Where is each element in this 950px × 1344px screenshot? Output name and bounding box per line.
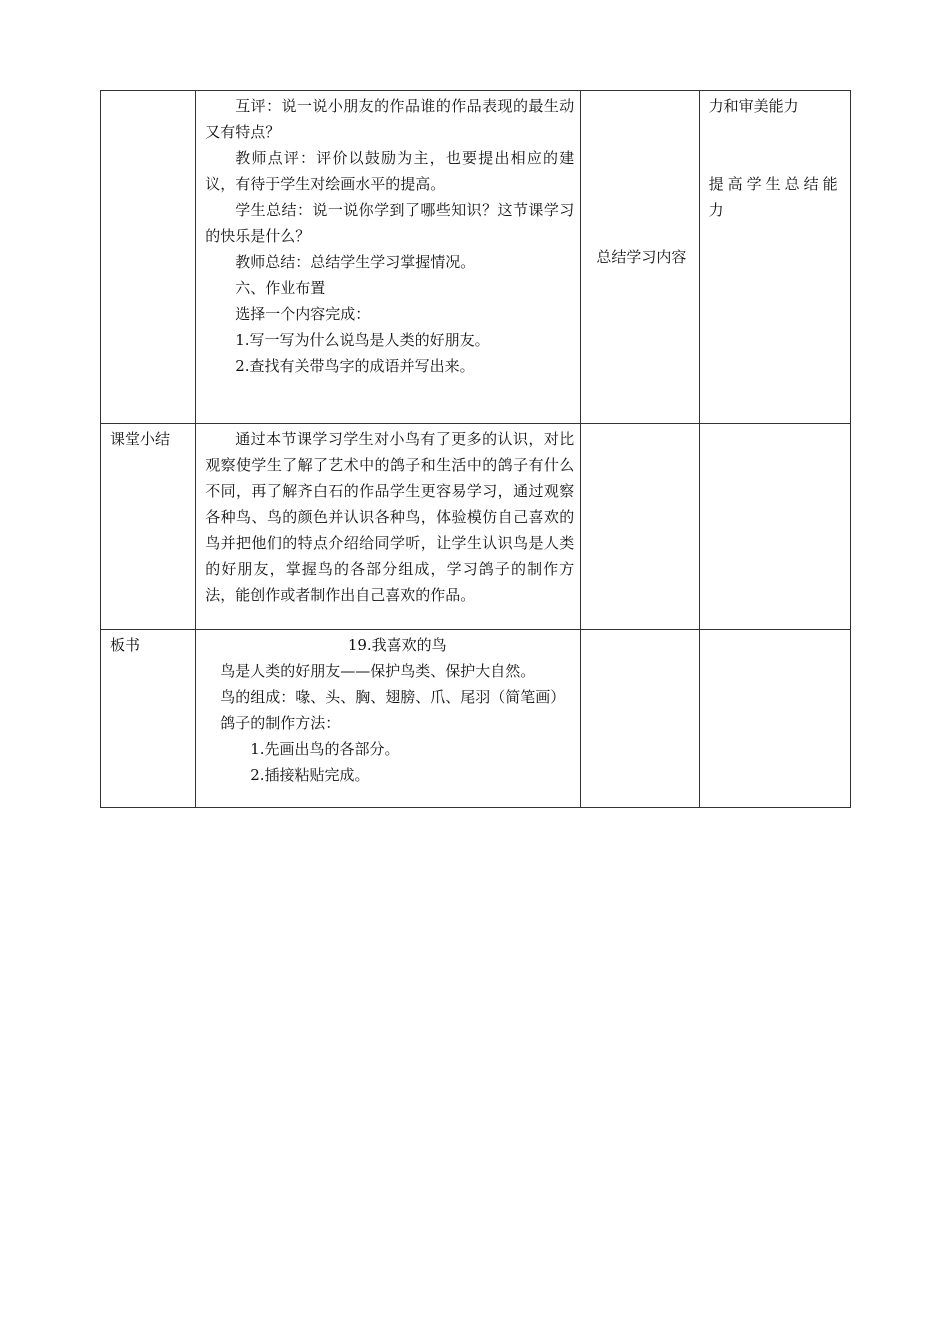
class-summary-text: 通过本节课学习学生对小鸟有了更多的认识，对比观察使学生了解了艺术中的鸽子和生活中的鸽子有什么不同，再了解齐白石的作品学生更容易学习，通过观察各种鸟、鸟的颜色并认识各种鸟，体验模仿自己喜欢的鸟并把他们的特点介绍给同学听，让学生认识鸟是人类的好朋友，掌握鸟的各部分组成，学习鸽子的制作方法，能创作或者制作出自己喜欢的作品。	[205, 430, 575, 604]
design-intent-cell	[699, 91, 850, 424]
student-activity-cell	[581, 91, 699, 424]
board-line-friends: 鸟是人类的好朋友——保护鸟类、保护大自然。	[220, 662, 536, 680]
board-step-2: 2.插接粘贴完成。	[250, 766, 370, 784]
design-intent-text-2: 提高学生总结能力	[708, 175, 842, 219]
homework-option-2: 2.查找有关带鸟字的成语并写出来。	[235, 357, 475, 375]
board-line-parts: 鸟的组成：喙、头、胸、翅膀、爪、尾羽（简笔画）	[220, 688, 566, 706]
homework-option-1: 1.写一写为什么说鸟是人类的好朋友。	[235, 331, 490, 349]
board-writing-cell	[196, 630, 581, 808]
board-step-1: 1.先画出鸟的各部分。	[250, 740, 400, 758]
empty-cell	[581, 424, 699, 630]
homework-heading: 六、作业布置	[235, 279, 326, 297]
label-cell-empty	[101, 91, 196, 424]
empty-cell	[581, 630, 699, 808]
teaching-process-cell	[196, 91, 581, 424]
board-title: 19.我喜欢的鸟	[347, 636, 447, 654]
class-summary-cell	[196, 424, 581, 630]
empty-cell	[699, 424, 850, 630]
student-summary-text: 学生总结：说一说你学到了哪些知识？这节课学习的快乐是什么？	[205, 201, 575, 245]
teacher-review-text: 教师点评：评价以鼓励为主，也要提出相应的建议，有待于学生对绘画水平的提高。	[205, 149, 575, 193]
peer-review-text: 互评：说一说小朋友的作品谁的作品表现的最生动又有特点？	[205, 97, 575, 141]
table-row-class-summary	[101, 424, 851, 630]
empty-cell	[699, 630, 850, 808]
teacher-summary-text: 教师总结：总结学生学习掌握情况。	[235, 253, 476, 271]
board-line-method: 鸽子的制作方法：	[220, 714, 341, 732]
student-activity-text: 总结学习内容	[596, 248, 687, 266]
design-intent-text-1: 力和审美能力	[708, 97, 799, 115]
table-row-board-writing	[101, 630, 851, 808]
homework-instruction: 选择一个内容完成：	[235, 305, 371, 323]
board-writing-label: 板书	[101, 630, 196, 808]
lesson-plan-table	[100, 90, 851, 808]
table-row-evaluation	[101, 91, 851, 424]
class-summary-label: 课堂小结	[101, 424, 196, 630]
